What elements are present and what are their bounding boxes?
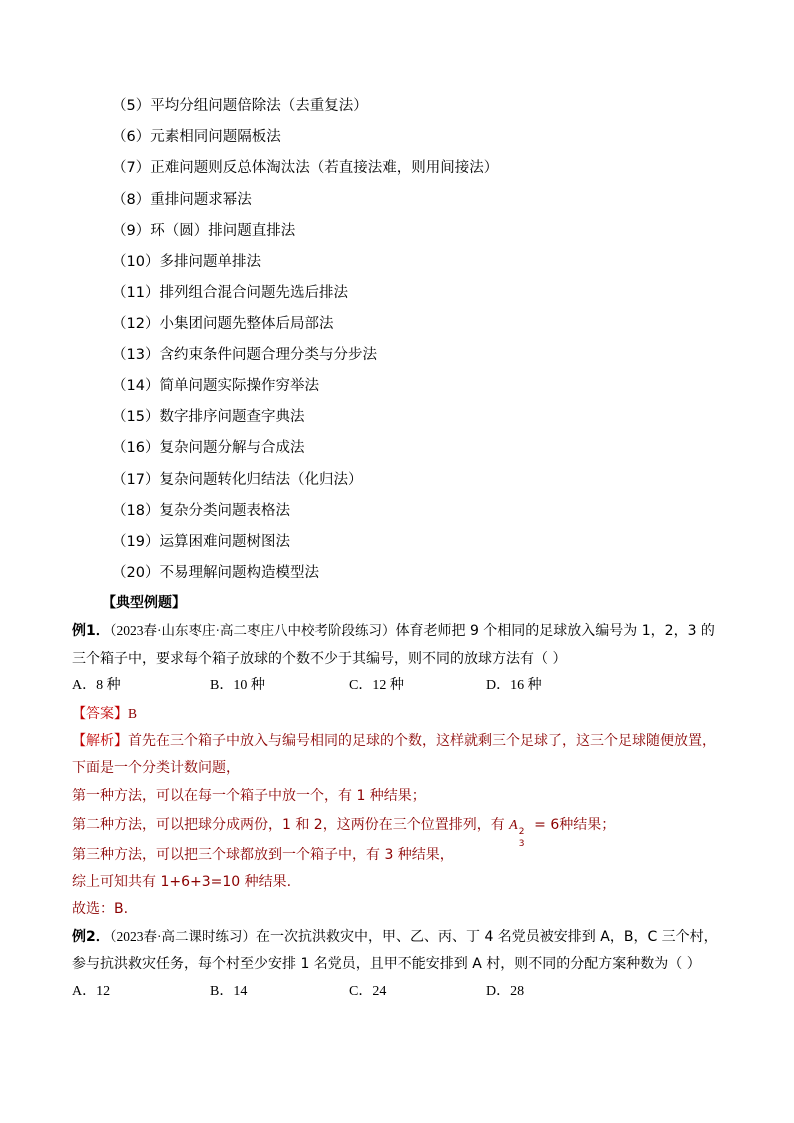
- example1-option-a: A．8 种: [72, 678, 121, 693]
- method-item: （19）运算困难问题树图法: [112, 534, 290, 550]
- method-item: （16）复杂问题分解与合成法: [112, 440, 305, 456]
- example1-option-b: B．10 种: [210, 678, 265, 693]
- analysis-line5: 第三种方法，可以把三个球都放到一个箱子中，有 3 种结果，: [72, 847, 454, 863]
- analysis-line6: 综上可知共有 1+6+3=10 种结果.: [72, 874, 292, 890]
- analysis-tag: 【解析】: [72, 733, 128, 749]
- permutation-symbol: A: [509, 818, 518, 833]
- example1-option-d: D．16 种: [486, 678, 542, 693]
- answer-value: B: [128, 706, 138, 721]
- analysis-text: 首先在三个箱子中放入与编号相同的足球的个数，这样就剩三个足球了，这三个足球随便放置，: [128, 733, 716, 749]
- answer-tag: 【答案】: [72, 706, 128, 722]
- method-item: （14）简单问题实际操作穷举法: [112, 378, 319, 394]
- example2-stem-text: 在一次抗洪救灾中，甲、乙、丙、丁 4 名党员被安排到 A，B，C 三个村，: [256, 929, 718, 945]
- analysis-line7: 故选：B.: [72, 901, 129, 917]
- example1-answer: [72, 704, 137, 724]
- method-item: （8）重排问题求幂法: [112, 192, 252, 208]
- method-item: （15）数字排序问题查字典法: [112, 409, 305, 425]
- example1-option-c: C．12 种: [349, 678, 404, 693]
- example1-label: 例1．: [72, 623, 110, 639]
- permutation-sub: 3: [518, 839, 525, 849]
- example1-stem-text: 体育老师把 9 个相同的足球放入编号为 1，2，3 的: [395, 623, 715, 639]
- method-item: （13）含约束条件问题合理分类与分步法: [112, 347, 377, 363]
- analysis-line3: 第一种方法，可以在每一个箱子中放一个，有 1 种结果；: [72, 788, 426, 804]
- example1-stem-line2: 三个箱子中，要求每个箱子放球的个数不少于其编号，则不同的放球方法有（ ）: [72, 651, 567, 667]
- example2-label: 例2．: [72, 929, 110, 945]
- analysis-line4-pre: 第二种方法，可以把球分成两份，1 和 2，这两份在三个位置排列，有: [72, 817, 510, 833]
- permutation-sup: 2: [518, 827, 525, 837]
- method-item: （18）复杂分类问题表格法: [112, 503, 290, 519]
- example2-option-c: C．24: [349, 984, 387, 999]
- method-item: （20）不易理解问题构造模型法: [112, 565, 319, 581]
- method-item: （17）复杂问题转化归结法（化归法）: [112, 472, 363, 488]
- example2-stem-line1: [72, 927, 718, 947]
- example2-option-a: A．12: [72, 984, 111, 999]
- section-heading: 【典型例题】: [102, 595, 186, 611]
- method-item: （5）平均分组问题倍除法（去重复法）: [112, 98, 368, 114]
- method-item: （10）多排问题单排法: [112, 254, 261, 270]
- method-item: （7）正难问题则反总体淘汰法（若直接法难，则用间接法）: [112, 160, 499, 176]
- example1-source: （2023春·山东枣庄·高二枣庄八中校考阶段练习）: [109, 623, 396, 638]
- method-item: （11）排列组合混合问题先选后排法: [112, 285, 348, 301]
- example2-stem-line2: 参与抗洪救灾任务，每个村至少安排 1 名党员，且甲不能安排到 A 村，则不同的分配方案种数为（ ）: [72, 956, 701, 972]
- method-item: （9）环（圆）排问题直排法: [112, 223, 296, 239]
- analysis-line1: [72, 731, 716, 751]
- analysis-line4: [72, 815, 616, 849]
- example2-option-d: D．28: [486, 984, 525, 999]
- analysis-line2: 下面是一个分类计数问题，: [72, 760, 240, 776]
- analysis-line4-post: = 6种结果；: [529, 817, 616, 833]
- example2-option-b: B．14: [210, 984, 248, 999]
- method-item: （6）元素相同问题隔板法: [112, 129, 281, 145]
- example1-stem-line1: [72, 621, 715, 641]
- example2-source: （2023春·高二课时练习）: [109, 929, 256, 944]
- method-item: （12）小集团问题先整体后局部法: [112, 316, 334, 332]
